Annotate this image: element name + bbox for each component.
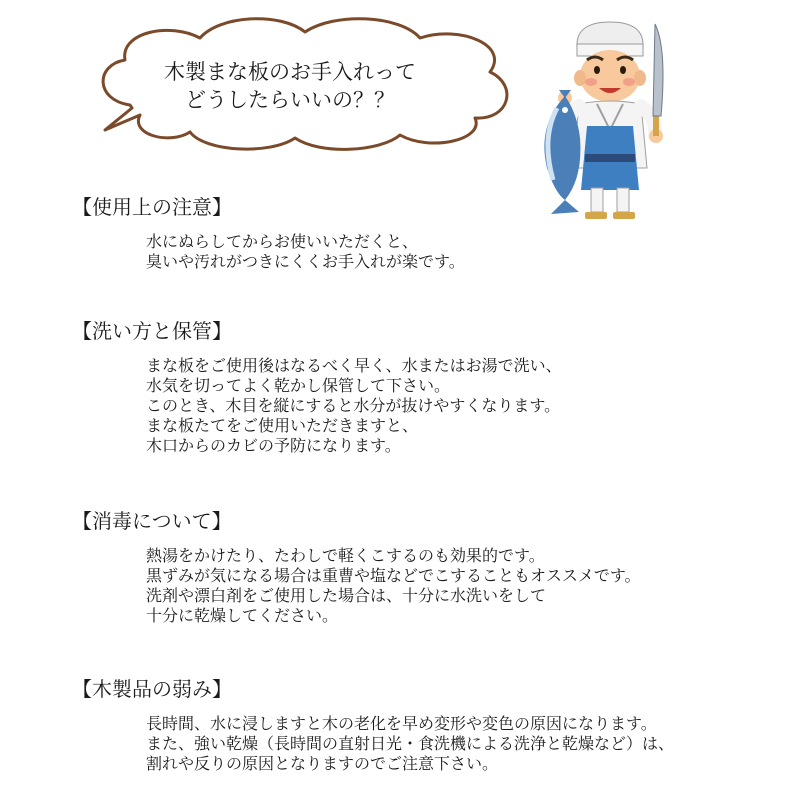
section-body-usage [146,232,465,272]
body-line: 水気を切ってよく乾かし保管して下さい。 [146,376,451,395]
bubble-line: 木製まな板のお手入れって [164,60,416,84]
body-line: 木口からのカビの予防になります。 [146,436,401,455]
bubble-text [120,58,460,114]
body-line: まな板をご使用後はなるべく早く、水またはお湯で洗い、 [146,356,562,375]
body-line: まな板たてをご使用いただきますと、 [146,416,419,435]
body-line: 水にぬらしてからお使いいただくと、 [146,232,419,251]
body-line: 十分に乾燥してください。 [146,606,339,625]
section-heading-usage: 【使用上の注意】 [72,195,232,219]
section-heading-weaknesses: 【木製品の弱み】 [72,677,232,701]
body-line: 臭いや汚れがつきにくくお手入れが楽です。 [146,252,465,271]
body-line: また、強い乾燥（長時間の直射日光・食洗機による洗浄と乾燥など）は、 [146,734,675,753]
section-body-weaknesses [146,714,674,774]
section-heading-disinfection: 【消毒について】 [72,509,232,533]
body-line: 黒ずみが気になる場合は重曹や塩などでこすることもオススメです。 [146,566,641,585]
section-body-washing [146,356,562,456]
body-line: 熱湯をかけたり、たわしで軽くこするのも効果的です。 [146,546,545,565]
bubble-line: どうしたらいいの？？ [185,88,395,112]
body-line: 割れや反りの原因となりますのでご注意下さい。 [146,754,499,773]
body-line: 長時間、水に浸しますと木の老化を早め変形や変色の原因になります。 [146,714,657,733]
section-body-disinfection [146,546,641,626]
body-line: このとき、木目を縦にすると水分が抜けやすくなります。 [146,396,561,415]
section-heading-washing: 【洗い方と保管】 [72,319,232,343]
chef-holding-fish-and-knife-icon [535,18,685,228]
body-line: 洗剤や漂白剤をご使用した場合は、十分に水洗いをして [146,586,547,605]
